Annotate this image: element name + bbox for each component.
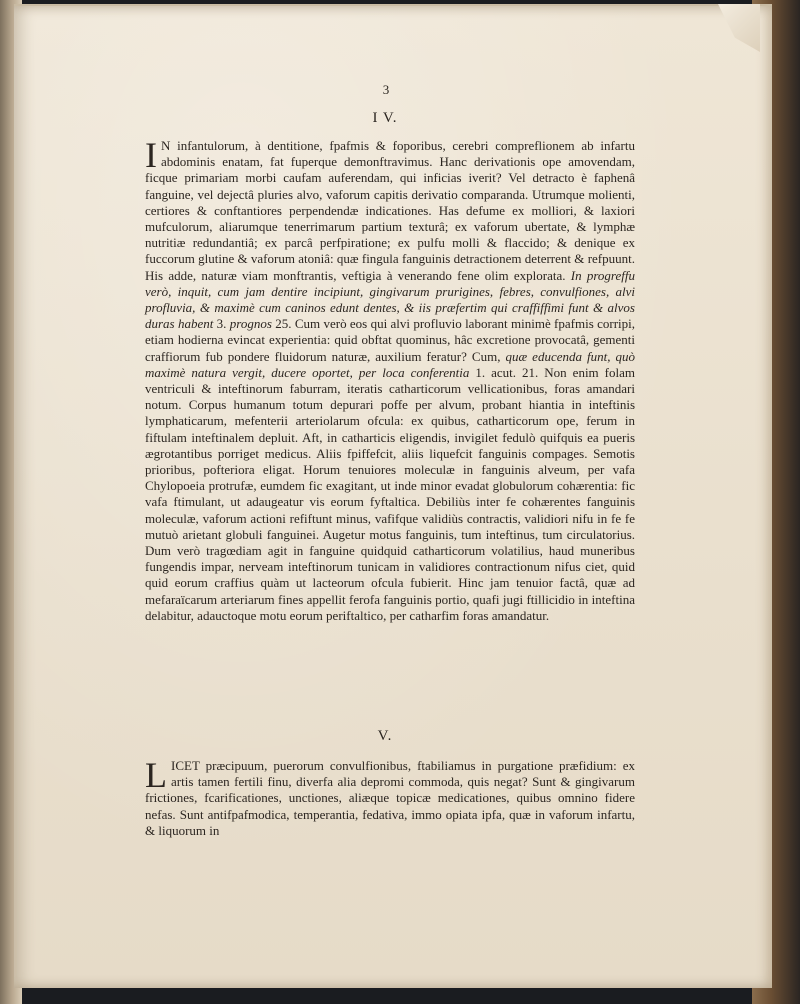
body-text: 25. Cum verò eos qui alvi profluvio laborant minimè fpafmis corripi, etiam hodierna evincat experientia: quid obftat quominus, hâc excretione provocatâ, gementi craffiorum fub pondere fluidorum naturæ, auxilium feratur? Cum, xyxy=(145,316,636,364)
italic-quotation: prognos xyxy=(229,316,272,332)
page-number: 3 xyxy=(382,82,390,97)
italic-quotation: In progreffu verò, inquit, cum jam dentire incipiunt, gingivarum prurigines, febres, convulfiones, alvi profluvia, & maximè cum caninos edunt dentes, & iis præfertim qui craffiffimi funt & alvos duras habent xyxy=(145,267,635,332)
section-iv-paragraph xyxy=(145,135,636,624)
body-text: N infantulorum, à dentitione, fpafmis & foporibus, cerebri compreflionem ab infartu abdominis enatam, fat fuperque demonftravimus. Hanc derivationis ope amovendam, ficque primariam morbi caufam auferendam, qui inficias iverit? Vel detracto è faphenâ fanguine, vel dejectâ pluries alvo, vaforum capitis derivatio comparanda. Utrumque molienti, certiores & conftantiores perpendendæ indicationes. Has defume ex molliori, & laxiori mufculorum, aliarumque tenerrimarum partium texturâ; ex vaforum ubertate, & lymphæ nutritiæ redundantiâ; ex parcâ perfpiratione; ex pulfu molli & flaccido; & denique ex fuccorum glutine & vaforum atoniâ: quæ fingula fanguinis detractionem deterrent & refpuunt. His adde, naturæ viam monftrantis, veftigia à venerando fene olim explorata. xyxy=(145,138,635,283)
body-text: ICET præcipuum, puerorum convulfionibus, ftabiliamus in purgatione præfidium: ex artis tamen fertili finu, diverfa alia depromi commoda, quis negat? Sunt & gingivarum frictiones, fcarificationes, unctiones, aliæque topicæ medicationes, quibus omnino fidere nefas. Sunt antifpafmodica, temperantia, fedativa, immo opiata ipfa, quæ in vaforum infartu, & liquorum in xyxy=(145,758,635,838)
body-text: 3. xyxy=(213,316,230,332)
document-page xyxy=(14,4,772,988)
italic-quotation: quæ educenda funt, quò maximè natura vergit, ducere oportet, per loca conferentia xyxy=(145,348,635,380)
drop-cap: I xyxy=(145,135,157,175)
body-text: 1. acut. 21. Non enim folam ventriculi & inteftinorum faburram, iteratis catharticorum vellicationibus, foras amandari notum. Corpus humanum totum depurari poffe per alvum, probant hiantia in inteftinis lymphaticarum, mefenterii arteriolarum ofcula: ex quibus, catharticorum ope, ferum in fiftulam inteftinalem depluit. Aft, in catharticis eligendis, invigilet fedulò quifquis ea pueris ægrotantibus porriget medicus. Aliis fpiffefcit, aliis liquefcit fanguinis compages. Semotis prioribus, pofteriora eligat. Horum tenuiores moleculæ in fanguinis alveum, per vafa Chylopoeia protrufæ, eumdem fic exagitant, ut inde minor evadat globulorum cohærentia: fic vafa ftimulant, ut adaugeatur vis eorum fyftaltica. Debiliùs inter fe cohærentes fanguinis moleculæ, vaforum actioni refiftunt minus, vafifque validiùs contractis, validiori nifu in fe fe mutuò arietant globuli fanguinei. Augetur motus fanguinis, tum inteftinus, tum circulatorius. Dum verò tragœdiam agit in fanguine quidquid catharticorum volatilius, haud muneribus fungendis impar, nerveam inteftinorum tunicam in validiores contractionum nifus ciet, quid quid eorum craffius quàm ut lacteorum ofcula fubierit. Hinc jam tenuior factâ, quæ ad mefaraïcarum arteriarum fines appellit ferofa fanguinis portio, quafi jugi ftillicidio in inteftina delabitur, adauctoque motu eorum periftaltico, per catharfim foras amandatur. xyxy=(145,364,636,623)
section-v-paragraph xyxy=(145,755,635,839)
drop-cap: L xyxy=(145,755,167,795)
section-heading-v: V. xyxy=(377,728,393,744)
section-heading-iv: I V. xyxy=(372,110,398,126)
